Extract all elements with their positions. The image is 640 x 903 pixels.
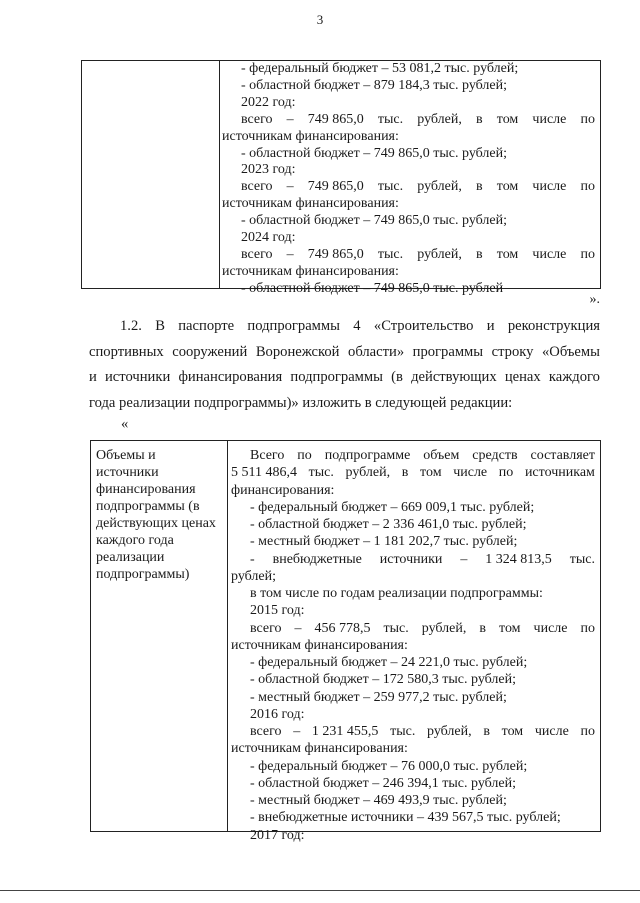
word: «Объемы: [541, 343, 600, 360]
text-line: - федеральный бюджет – 76 000,0 тыс. рублей;: [250, 758, 528, 774]
word: по: [580, 111, 595, 127]
word: действующих: [411, 369, 497, 386]
word: том: [420, 465, 442, 481]
word: Всего: [250, 448, 285, 463]
text-line: источникам финансирования:: [222, 128, 399, 144]
word: по: [580, 179, 595, 195]
word: по: [580, 246, 595, 262]
word: –: [293, 724, 301, 739]
text-line: - областной бюджет – 172 580,3 тыс. рублей;: [250, 672, 516, 688]
word: числе: [532, 111, 567, 127]
word: каждого: [548, 369, 600, 386]
label-line: каждого года: [96, 533, 174, 548]
paragraph-line: года реализации подпрограммы)» изложить в следующей редакции:: [89, 394, 513, 411]
word: спортивных: [89, 343, 164, 360]
column-divider: [219, 61, 220, 288]
word: 1.2.: [120, 318, 142, 334]
word: –: [286, 179, 294, 195]
text-line: источникам финансирования:: [222, 263, 399, 279]
word: ценах: [504, 369, 541, 386]
funding-table-value-cell: [231, 447, 595, 844]
word: строку: [491, 343, 534, 360]
text-line: 2017 год:: [250, 827, 305, 843]
closing-quote: ».: [589, 292, 600, 307]
word: числе: [534, 724, 569, 739]
word: в: [479, 620, 487, 636]
word: подпрограммы: [247, 318, 340, 334]
label-line: Объемы и: [96, 448, 156, 463]
text-line: [231, 464, 595, 481]
word: –: [286, 246, 294, 262]
word: рублей,: [345, 465, 391, 481]
word: реконструкция: [507, 318, 600, 334]
word: составляет: [530, 448, 595, 463]
column-divider: [227, 441, 228, 831]
text-line: - местный бюджет – 469 493,9 тыс. рублей;: [250, 793, 507, 808]
word: внебюджетные: [272, 551, 362, 567]
word: тыс.: [390, 724, 416, 739]
text-line: в том числе по годам реализации подпрограммы:: [250, 586, 543, 601]
text-line: [222, 247, 595, 264]
text-line: - областной бюджет – 749 865,0 тыс. рублей;: [241, 213, 507, 229]
word: 1 231 455,5: [311, 724, 379, 739]
word: объем: [423, 448, 460, 463]
text-line: источникам финансирования:: [231, 637, 408, 653]
word: том: [496, 246, 519, 262]
page-bottom-rule: [0, 890, 640, 891]
word: подпрограммы: [290, 369, 383, 386]
word: области»: [348, 343, 405, 360]
word: -: [250, 551, 255, 567]
word: тыс.: [308, 465, 334, 481]
word: и: [89, 369, 97, 386]
text-line: [222, 112, 595, 129]
text-line: источникам финансирования:: [231, 741, 408, 757]
word: всего: [241, 179, 273, 195]
text-line: рублей;: [231, 568, 276, 584]
text-line: [231, 723, 595, 740]
word: числе: [532, 246, 567, 262]
word: и: [486, 318, 495, 334]
text-line: - федеральный бюджет – 669 009,1 тыс. рублей;: [250, 499, 535, 515]
word: том: [499, 620, 521, 636]
word: рублей,: [417, 179, 462, 195]
word: В: [155, 318, 165, 334]
word: числе: [532, 179, 567, 195]
paragraph-line: [89, 340, 600, 366]
text-line: [231, 551, 595, 568]
word: тыс.: [377, 111, 404, 127]
word: –: [286, 111, 294, 127]
word: том: [496, 179, 519, 195]
text-line: - федеральный бюджет – 24 221,0 тыс. рублей;: [250, 655, 528, 670]
top-table-right-cell: [222, 61, 595, 298]
text-line: 2015 год:: [250, 603, 305, 619]
text-line: - областной бюджет – 749 865,0 тыс. рублей;: [241, 145, 507, 161]
word: по: [297, 448, 312, 463]
text-line: источникам финансирования:: [222, 196, 399, 212]
text-line: 2016 год:: [250, 706, 305, 722]
word: источники: [105, 369, 171, 386]
word: источникам: [524, 465, 595, 481]
word: тыс.: [377, 179, 404, 195]
page-number: 3: [316, 12, 324, 27]
word: в: [476, 246, 483, 262]
text-line: - областной бюджет – 2 336 461,0 тыс. рублей;: [250, 517, 527, 532]
text-line: [222, 179, 595, 196]
text-line: 2022 год:: [241, 94, 296, 110]
word: программы: [412, 343, 484, 360]
word: 4: [353, 318, 361, 334]
label-line: подпрограммы (в: [96, 499, 200, 514]
word: тыс.: [377, 246, 404, 262]
text-line: 2023 год:: [241, 162, 296, 178]
text-line: - областной бюджет – 749 865,0 тыс. рублей: [241, 280, 504, 296]
text-line: - внебюджетные источники – 439 567,5 тыс. рублей;: [250, 810, 561, 826]
word: сооружений: [172, 343, 248, 360]
label-line: источники: [96, 465, 159, 480]
word: тыс.: [569, 551, 595, 567]
text-line: - федеральный бюджет – 53 081,2 тыс. рублей;: [241, 61, 519, 76]
text-line: финансирования:: [231, 482, 335, 498]
word: рублей,: [417, 246, 462, 262]
word: средств: [472, 448, 518, 463]
word: в: [483, 724, 490, 739]
word: рублей,: [421, 620, 467, 636]
word: том: [501, 724, 524, 739]
funding-table: [90, 440, 601, 843]
word: по: [580, 724, 595, 739]
word: паспорте: [178, 318, 235, 334]
word: рублей,: [427, 724, 472, 739]
label-line: подпрограммы): [96, 567, 190, 582]
text-line: 2024 год:: [241, 230, 296, 246]
word: 5 511 486,4: [231, 465, 297, 481]
word: 749 865,0: [307, 246, 364, 262]
label-line: финансирования: [96, 482, 196, 497]
word: подпрограмме: [324, 448, 411, 463]
word: финансирования: [178, 369, 283, 386]
word: рублей,: [417, 111, 462, 127]
word: 1 324 813,5: [485, 551, 552, 567]
word: Воронежской: [255, 343, 340, 360]
word: –: [294, 620, 302, 636]
top-table-fragment: [81, 60, 601, 296]
paragraph-line: [89, 365, 600, 391]
word: в: [476, 111, 483, 127]
text-line: - областной бюджет – 879 184,3 тыс. рублей;: [241, 77, 507, 93]
word: всего: [250, 620, 282, 636]
word: в: [401, 465, 409, 481]
word: всего: [241, 246, 273, 262]
text-line: [231, 620, 595, 637]
word: 456 778,5: [314, 620, 371, 636]
paragraph-line: [89, 314, 600, 340]
word: 749 865,0: [307, 179, 364, 195]
word: «Строительство: [373, 318, 474, 334]
word: том: [496, 111, 519, 127]
amendment-paragraph: [89, 314, 600, 416]
label-line: реализации: [96, 550, 165, 565]
word: в: [476, 179, 483, 195]
word: 749 865,0: [307, 111, 364, 127]
word: числе: [533, 620, 568, 636]
word: источники: [379, 551, 443, 567]
text-line: - местный бюджет – 1 181 202,7 тыс. рублей;: [250, 534, 518, 550]
funding-table-label-cell: [96, 447, 224, 583]
word: –: [460, 551, 468, 567]
text-line: - областной бюджет – 246 394,1 тыс. рублей;: [250, 775, 516, 791]
word: по: [498, 465, 514, 481]
opening-quote: «: [121, 416, 129, 432]
word: всего: [241, 111, 273, 127]
word: тыс.: [383, 620, 409, 636]
label-line: действующих ценах: [96, 516, 216, 531]
word: по: [580, 620, 595, 636]
word: числе: [453, 465, 488, 481]
word: всего: [250, 724, 282, 739]
text-line: [231, 447, 595, 464]
word: (в: [391, 369, 403, 386]
text-line: - местный бюджет – 259 977,2 тыс. рублей;: [250, 689, 507, 705]
